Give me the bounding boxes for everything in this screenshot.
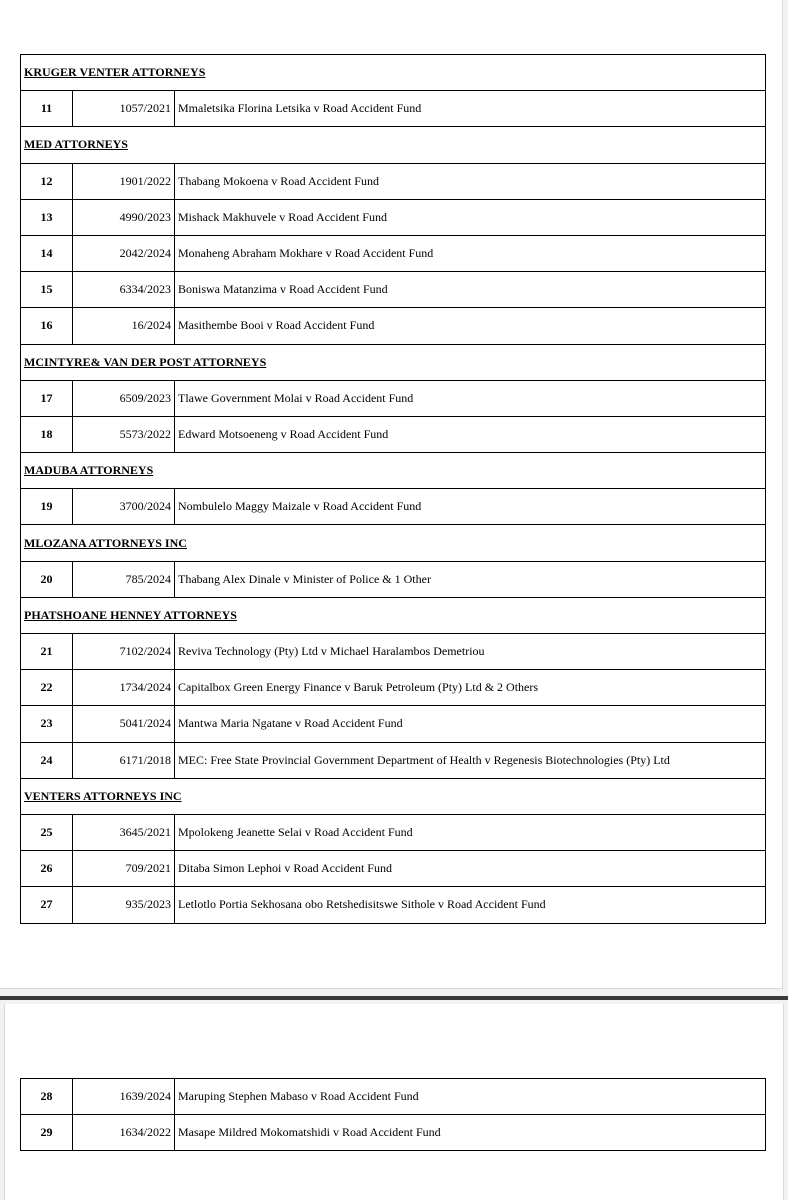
item-number: 27 [21, 887, 73, 923]
case-title: Masape Mildred Mokomatshidi v Road Accident Fund [175, 1115, 766, 1151]
firm-heading-row [21, 597, 766, 633]
item-number: 13 [21, 199, 73, 235]
case-row [21, 272, 766, 308]
firm-heading-row [21, 453, 766, 489]
item-number: 25 [21, 814, 73, 850]
case-row [21, 742, 766, 778]
case-row [21, 489, 766, 525]
case-number: 5573/2022 [73, 416, 175, 452]
case-title: Mishack Makhuvele v Road Accident Fund [175, 199, 766, 235]
case-number: 2042/2024 [73, 235, 175, 271]
case-title: Mmaletsika Florina Letsika v Road Accident Fund [175, 91, 766, 127]
case-title: Thabang Mokoena v Road Accident Fund [175, 163, 766, 199]
case-number: 1734/2024 [73, 670, 175, 706]
firm-heading-row [21, 525, 766, 561]
item-number: 21 [21, 634, 73, 670]
item-number: 20 [21, 561, 73, 597]
case-row [21, 1079, 766, 1115]
item-number: 24 [21, 742, 73, 778]
case-row [21, 308, 766, 344]
item-number: 22 [21, 670, 73, 706]
case-number: 785/2024 [73, 561, 175, 597]
firm-heading-row [21, 55, 766, 91]
case-row [21, 235, 766, 271]
item-number: 16 [21, 308, 73, 344]
case-row [21, 634, 766, 670]
case-title: Nombulelo Maggy Maizale v Road Accident Fund [175, 489, 766, 525]
case-title: Maruping Stephen Mabaso v Road Accident Fund [175, 1079, 766, 1115]
case-row [21, 380, 766, 416]
case-number: 16/2024 [73, 308, 175, 344]
case-number: 6509/2023 [73, 380, 175, 416]
case-title: Edward Motsoeneng v Road Accident Fund [175, 416, 766, 452]
case-title: Tlawe Government Molai v Road Accident Fund [175, 380, 766, 416]
firm-heading: KRUGER VENTER ATTORNEYS [21, 55, 766, 91]
case-row [21, 1115, 766, 1151]
firm-heading-row [21, 127, 766, 163]
item-number: 17 [21, 380, 73, 416]
case-row [21, 706, 766, 742]
item-number: 29 [21, 1115, 73, 1151]
case-title: Monaheng Abraham Mokhare v Road Accident Fund [175, 235, 766, 271]
case-number: 6334/2023 [73, 272, 175, 308]
firm-heading: MED ATTORNEYS [21, 127, 766, 163]
case-row [21, 561, 766, 597]
item-number: 12 [21, 163, 73, 199]
firm-heading-row [21, 778, 766, 814]
case-row [21, 670, 766, 706]
case-number: 709/2021 [73, 851, 175, 887]
case-number: 1057/2021 [73, 91, 175, 127]
case-title: Capitalbox Green Energy Finance v Baruk Petroleum (Pty) Ltd & 2 Others [175, 670, 766, 706]
item-number: 18 [21, 416, 73, 452]
case-number: 1634/2022 [73, 1115, 175, 1151]
case-row [21, 199, 766, 235]
case-title: Boniswa Matanzima v Road Accident Fund [175, 272, 766, 308]
case-row [21, 814, 766, 850]
item-number: 15 [21, 272, 73, 308]
case-number: 1639/2024 [73, 1079, 175, 1115]
firm-heading: MADUBA ATTORNEYS [21, 453, 766, 489]
item-number: 26 [21, 851, 73, 887]
item-number: 23 [21, 706, 73, 742]
item-number: 19 [21, 489, 73, 525]
case-row [21, 416, 766, 452]
firm-heading: MCINTYRE& VAN DER POST ATTORNEYS [21, 344, 766, 380]
case-row [21, 887, 766, 923]
firm-heading-row [21, 344, 766, 380]
case-number: 4990/2023 [73, 199, 175, 235]
case-number: 7102/2024 [73, 634, 175, 670]
case-row [21, 91, 766, 127]
firm-heading: MLOZANA ATTORNEYS INC [21, 525, 766, 561]
case-title: Reviva Technology (Pty) Ltd v Michael Haralambos Demetriou [175, 634, 766, 670]
item-number: 14 [21, 235, 73, 271]
page-divider [0, 996, 788, 1000]
case-row [21, 851, 766, 887]
case-title: Thabang Alex Dinale v Minister of Police & 1 Other [175, 561, 766, 597]
case-title: Mantwa Maria Ngatane v Road Accident Fund [175, 706, 766, 742]
case-title: Masithembe Booi v Road Accident Fund [175, 308, 766, 344]
item-number: 11 [21, 91, 73, 127]
case-roll-table-continued [20, 1078, 766, 1151]
case-number: 5041/2024 [73, 706, 175, 742]
case-number: 3645/2021 [73, 814, 175, 850]
case-title: MEC: Free State Provincial Government Department of Health v Regenesis Biotechnologies (Pty) Ltd [175, 742, 766, 778]
case-roll-table [20, 54, 766, 924]
case-title: Ditaba Simon Lephoi v Road Accident Fund [175, 851, 766, 887]
firm-heading: VENTERS ATTORNEYS INC [21, 778, 766, 814]
case-title: Letlotlo Portia Sekhosana obo Retshedisitswe Sithole v Road Accident Fund [175, 887, 766, 923]
case-number: 6171/2018 [73, 742, 175, 778]
case-number: 935/2023 [73, 887, 175, 923]
item-number: 28 [21, 1079, 73, 1115]
case-number: 3700/2024 [73, 489, 175, 525]
case-row [21, 163, 766, 199]
case-title: Mpolokeng Jeanette Selai v Road Accident Fund [175, 814, 766, 850]
firm-heading: PHATSHOANE HENNEY ATTORNEYS [21, 597, 766, 633]
case-number: 1901/2022 [73, 163, 175, 199]
